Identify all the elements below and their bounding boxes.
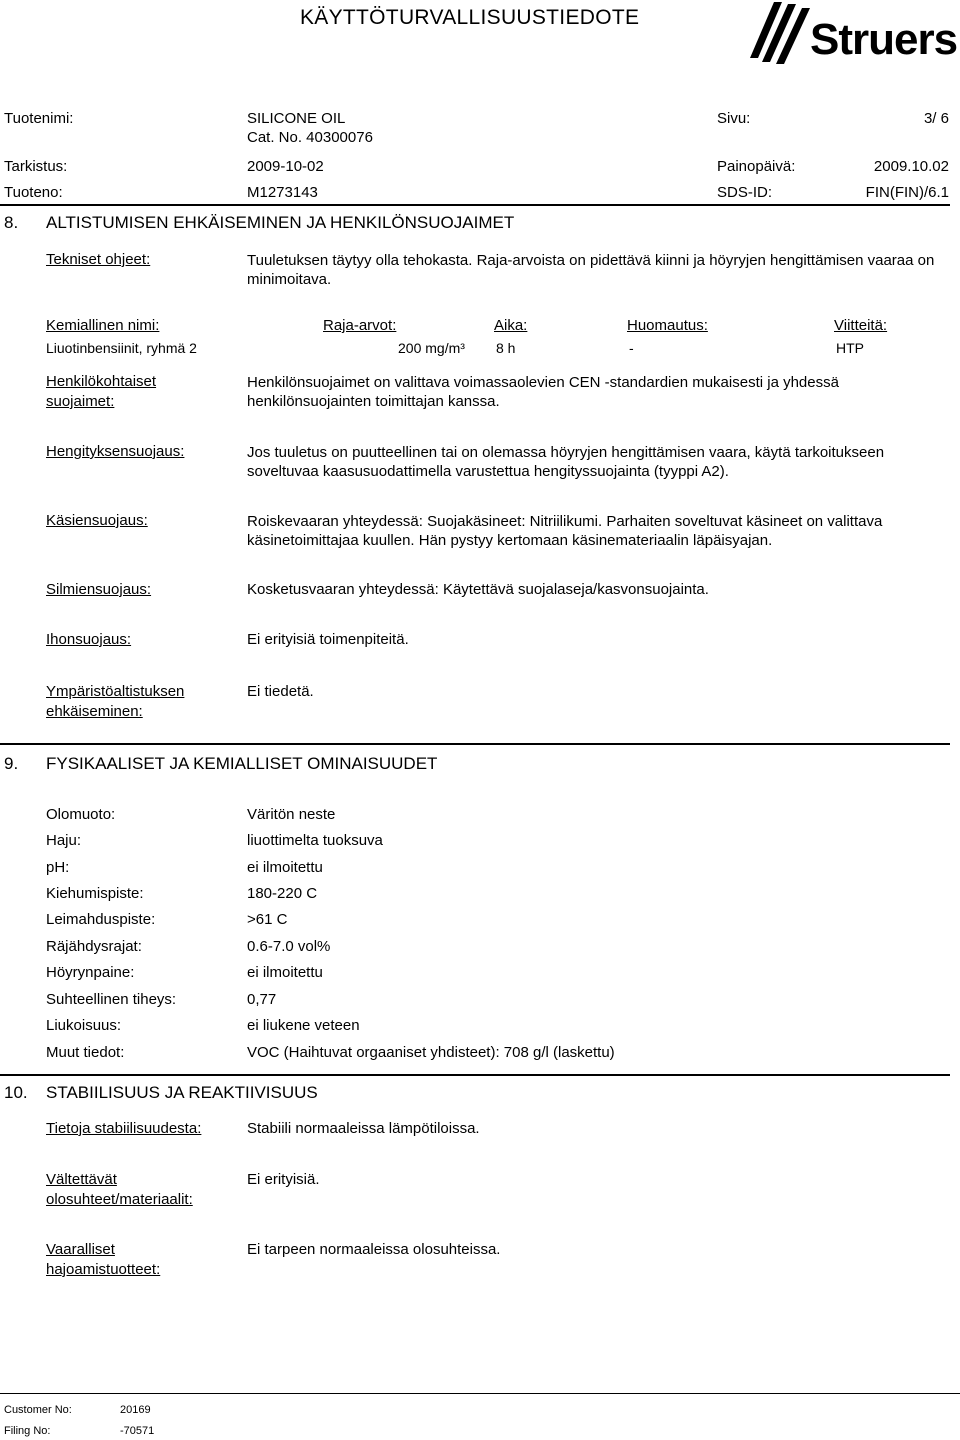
prop-value: VOC (Haihtuvat orgaaniset yhdisteet): 708 g/l (laskettu) [247, 1044, 615, 1061]
prop-value: liuottimelta tuoksuva [247, 832, 383, 849]
avoid-label-line-2: olosuhteet/materiaalit: [46, 1191, 193, 1208]
section-8-title: ALTISTUMISEN EHKÄISEMINEN JA HENKILÖNSUOJAIMET [46, 213, 515, 232]
resp-label: Hengityksensuojaus: [46, 443, 185, 460]
filing-value: -70571 [120, 1425, 155, 1437]
product-name-label: Tuotenimi: [4, 110, 74, 127]
print-date-label: Painopäivä: [717, 158, 796, 175]
footer-divider [0, 1393, 960, 1394]
prop-value: 180-220 C [247, 885, 318, 902]
page-label: Sivu: [717, 110, 751, 127]
prop-value: 0,77 [247, 991, 277, 1008]
product-no-label: Tuoteno: [4, 184, 63, 201]
env-label-line-1: Ympäristöaltistuksen [46, 683, 185, 700]
prop-label: Liukoisuus: [46, 1017, 122, 1034]
prop-value: ei ilmoitettu [247, 859, 323, 876]
struers-logo [744, 2, 960, 66]
personal-text: Henkilönsuojaimet on valittava voimassaolevien CEN -standardien mukaisesti ja yhdessä henkilönsuojainten toimittajan kanssa. [247, 374, 839, 410]
header-divider [0, 204, 950, 206]
personal-label-line-1: Henkilökohtaiset [46, 373, 157, 390]
section-10-title: STABIILISUUS JA REAKTIIVISUUS [46, 1083, 318, 1102]
sds-id-label: SDS-ID: [717, 184, 773, 201]
prop-label: Leimahduspiste: [46, 911, 156, 928]
document-title: KÄYTTÖTURVALLISUUSTIEDOTE [300, 6, 640, 29]
prop-label: Höyrynpaine: [46, 964, 135, 981]
print-date-value: 2009.10.02 [873, 158, 949, 175]
sds-id-value: FIN(FIN)/6.1 [865, 184, 949, 201]
hand-label: Käsiensuojaus: [46, 512, 148, 529]
personal-label-line-2: suojaimet: [46, 393, 115, 410]
th-refs: Viitteitä: [834, 317, 888, 334]
prop-label: Räjähdysrajat: [46, 938, 142, 955]
avoid-text: Ei erityisiä. [247, 1171, 320, 1188]
cat-no: Cat. No. 40300076 [247, 129, 373, 146]
prop-label: Suhteellinen tiheys: [46, 991, 177, 1008]
th-note: Huomautus: [627, 317, 708, 334]
hand-text: Roiskevaaran yhteydessä: Suojakäsineet: Nitriilikumi. Parhaiten soveltuvat käsineet on valittava käsinetoimittajaa kuullen. Hän pystyy kertomaan käsinemateriaalin läpäisyajan. [247, 513, 883, 549]
skin-label: Ihonsuojaus: [46, 631, 132, 648]
td-limits: 200 mg/m³ [398, 340, 465, 356]
revision-value: 2009-10-02 [247, 158, 324, 175]
stability-text: Stabiili normaaleissa lämpötiloissa. [247, 1120, 480, 1137]
tech-label: Tekniset ohjeet: [46, 251, 151, 268]
section-9-title: FYSIKAALISET JA KEMIALLISET OMINAISUUDET [46, 754, 438, 773]
prop-label: Muut tiedot: [46, 1044, 125, 1061]
prop-value: Väritön neste [247, 806, 336, 823]
td-note: - [629, 340, 634, 356]
tech-text: Tuuletuksen täytyy olla tehokasta. Raja-arvoista on pidettävä kiinni ja höyryjen hengittämisen vaaraa on minimoitava. [247, 252, 935, 288]
customer-value: 20169 [120, 1404, 151, 1416]
section-10-number: 10. [4, 1083, 28, 1102]
resp-text: Jos tuuletus on puutteellinen tai on olemassa höyryjen hengittämisen vaara, käytä tarkoitukseen soveltuvaa kaasusuodattimella varustettua hengityssuojainta (tyyppi A2). [247, 444, 885, 480]
product-no-value: M1273143 [247, 184, 318, 201]
td-chemical: Liuotinbensiinit, ryhmä 2 [46, 340, 197, 356]
prop-value: ei ilmoitettu [247, 964, 323, 981]
section-10-divider [0, 1074, 950, 1076]
stability-label: Tietoja stabiilisuudesta: [46, 1120, 202, 1137]
brand-text: Struers [810, 15, 958, 64]
prop-label: Haju: [46, 832, 82, 849]
page-value: 3/ 6 [923, 110, 949, 127]
env-text: Ei tiedetä. [247, 683, 314, 700]
prop-value: 0.6-7.0 vol% [247, 938, 331, 955]
skin-text: Ei erityisiä toimenpiteitä. [247, 631, 409, 648]
revision-label: Tarkistus: [4, 158, 68, 175]
section-8-number: 8. [4, 213, 19, 232]
section-9-divider [0, 743, 950, 745]
hazard-text: Ei tarpeen normaaleissa olosuhteissa. [247, 1241, 501, 1258]
td-time: 8 h [496, 340, 516, 356]
prop-label: pH: [46, 859, 70, 876]
td-refs: HTP [836, 340, 864, 356]
avoid-label-line-1: Vältettävät [46, 1171, 117, 1188]
eye-text: Kosketusvaaran yhteydessä: Käytettävä suojalaseja/kasvonsuojainta. [247, 581, 709, 598]
filing-label: Filing No: [4, 1425, 51, 1437]
th-time: Aika: [494, 317, 528, 334]
customer-label: Customer No: [4, 1404, 72, 1416]
env-label-line-2: ehkäiseminen: [46, 703, 143, 720]
hazard-label-line-1: Vaaralliset [46, 1241, 115, 1258]
section-9-number: 9. [4, 754, 19, 773]
th-limits: Raja-arvot: [323, 317, 397, 334]
prop-value: >61 C [247, 911, 288, 928]
hazard-label-line-2: hajoamistuotteet: [46, 1261, 161, 1278]
prop-label: Kiehumispiste: [46, 885, 144, 902]
th-chemical: Kemiallinen nimi: [46, 317, 160, 334]
prop-label: Olomuoto: [46, 806, 116, 823]
eye-label: Silmiensuojaus: [46, 581, 152, 598]
product-name-value: SILICONE OIL [247, 110, 346, 127]
prop-value: ei liukene veteen [247, 1017, 360, 1034]
